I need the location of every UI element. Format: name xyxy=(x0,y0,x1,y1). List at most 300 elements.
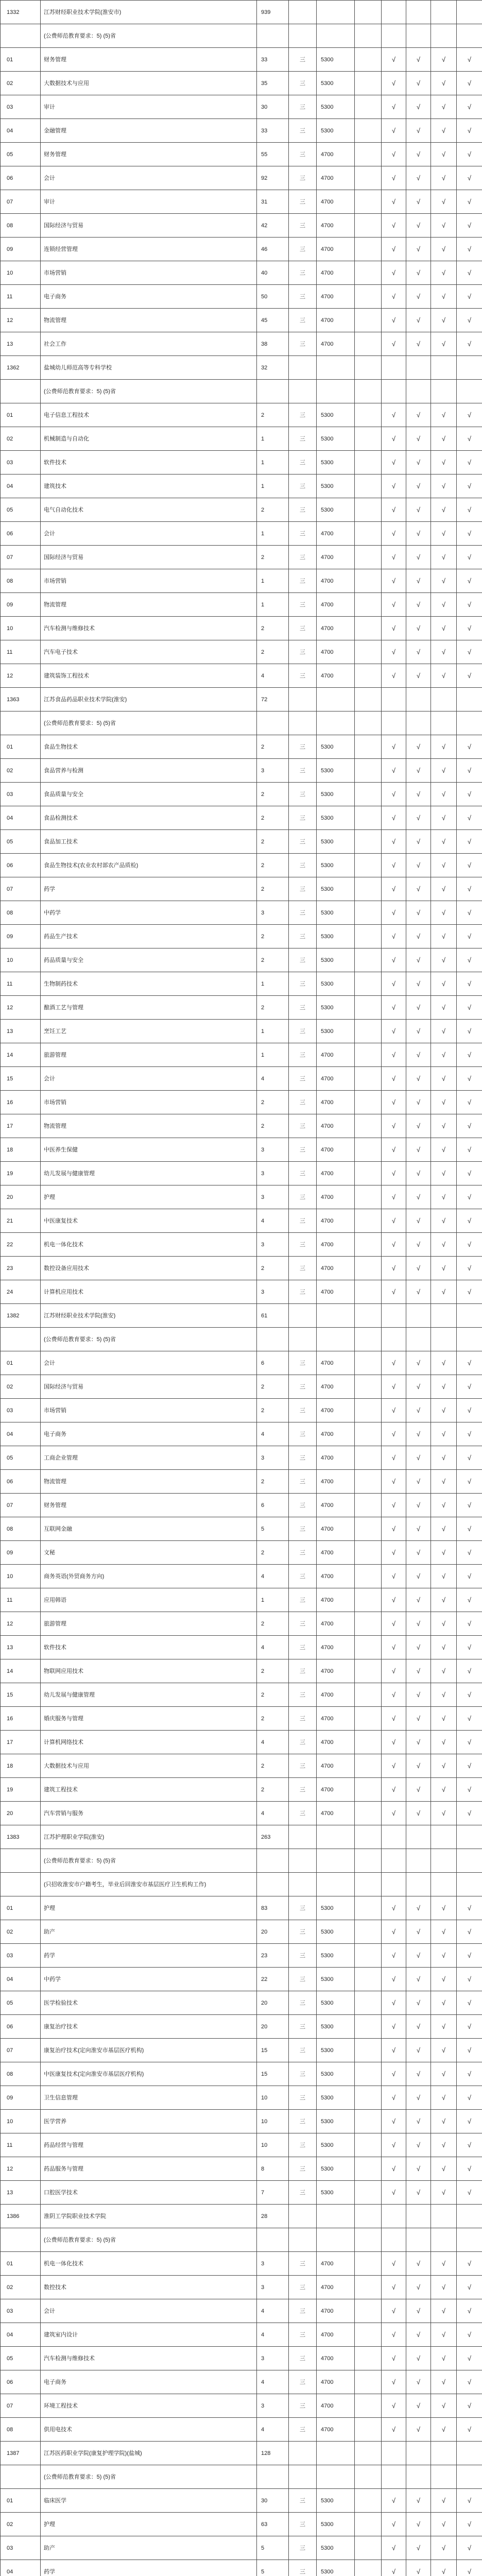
duration: 三 xyxy=(289,1588,317,1612)
table-row xyxy=(1,2015,482,2039)
flag-e: √ xyxy=(457,2181,482,2205)
empty-cell xyxy=(457,1304,482,1328)
plan-count: 6 xyxy=(257,1351,289,1375)
table-row xyxy=(1,1517,482,1541)
major-code: 01 xyxy=(1,48,41,72)
major-name: 互联网金融 xyxy=(41,1517,257,1541)
plan-count: 2 xyxy=(257,877,289,901)
empty-cell xyxy=(382,1,406,24)
flag-e: √ xyxy=(457,2489,482,2513)
empty-cell xyxy=(431,1,457,24)
table-row xyxy=(1,1162,482,1185)
duration: 三 xyxy=(289,830,317,854)
flag-c: √ xyxy=(406,854,431,877)
tuition: 5300 xyxy=(317,901,355,925)
plan-count: 4 xyxy=(257,2323,289,2347)
plan-count: 4 xyxy=(257,1565,289,1588)
table-row xyxy=(1,1185,482,1209)
major-code: 11 xyxy=(1,2133,41,2157)
empty-cell xyxy=(289,1825,317,1849)
flag-c: √ xyxy=(406,948,431,972)
flag-b: √ xyxy=(382,261,406,285)
flag-c: √ xyxy=(406,214,431,238)
flag-d: √ xyxy=(431,1920,457,1944)
flag-c: √ xyxy=(406,2323,431,2347)
tuition: 4700 xyxy=(317,617,355,640)
requirement-note xyxy=(41,2465,257,2489)
flag-c: √ xyxy=(406,1659,431,1683)
empty-cell xyxy=(257,24,289,48)
requirement-note xyxy=(41,380,257,403)
tuition: 5300 xyxy=(317,451,355,474)
major-name: 食品质量与安全 xyxy=(41,783,257,806)
flag-c: √ xyxy=(406,1114,431,1138)
flag-a xyxy=(355,664,382,688)
plan-count: 2 xyxy=(257,1778,289,1802)
major-name: 市场营销 xyxy=(41,569,257,593)
flag-b: √ xyxy=(382,2133,406,2157)
empty-cell xyxy=(317,380,355,403)
note-text: (公费师范教育要求：5) xyxy=(44,388,102,395)
duration: 三 xyxy=(289,1162,317,1185)
flag-e: √ xyxy=(457,2370,482,2394)
major-name: 护理 xyxy=(41,1896,257,1920)
tuition: 4700 xyxy=(317,569,355,593)
school-plan: 61 xyxy=(257,1304,289,1328)
flag-c: √ xyxy=(406,451,431,474)
major-name: 酿酒工艺与管理 xyxy=(41,996,257,1020)
empty-cell xyxy=(289,2228,317,2252)
major-code: 24 xyxy=(1,1280,41,1304)
flag-d: √ xyxy=(431,1185,457,1209)
flag-a xyxy=(355,972,382,996)
empty-cell xyxy=(1,711,41,735)
flag-c: √ xyxy=(406,972,431,996)
flag-e: √ xyxy=(457,901,482,925)
flag-c: √ xyxy=(406,2181,431,2205)
tuition: 5300 xyxy=(317,735,355,759)
school-row xyxy=(1,1,482,24)
major-name: 卫生信息管理 xyxy=(41,2086,257,2110)
flag-c: √ xyxy=(406,1280,431,1304)
empty-cell xyxy=(355,1,382,24)
major-code: 02 xyxy=(1,72,41,95)
table-row xyxy=(1,901,482,925)
plan-count: 6 xyxy=(257,1494,289,1517)
major-name: 物流管理 xyxy=(41,1470,257,1494)
table-body xyxy=(1,1,482,2576)
duration: 三 xyxy=(289,1944,317,1968)
table-row xyxy=(1,2157,482,2181)
flag-c: √ xyxy=(406,1754,431,1778)
flag-d: √ xyxy=(431,1778,457,1802)
plan-count: 2 xyxy=(257,1541,289,1565)
empty-cell xyxy=(431,1304,457,1328)
table-row xyxy=(1,2086,482,2110)
empty-cell xyxy=(406,1873,431,1896)
flag-b: √ xyxy=(382,617,406,640)
major-code: 04 xyxy=(1,119,41,143)
flag-e: √ xyxy=(457,95,482,119)
flag-e: √ xyxy=(457,498,482,522)
flag-e: √ xyxy=(457,214,482,238)
flag-b: √ xyxy=(382,332,406,356)
flag-a xyxy=(355,806,382,830)
empty-cell xyxy=(382,2442,406,2465)
flag-e: √ xyxy=(457,285,482,309)
major-code: 09 xyxy=(1,238,41,261)
duration: 三 xyxy=(289,593,317,617)
major-name: 建筑技术 xyxy=(41,474,257,498)
duration: 三 xyxy=(289,2347,317,2370)
empty-cell xyxy=(431,24,457,48)
flag-b: √ xyxy=(382,1494,406,1517)
flag-e: √ xyxy=(457,1185,482,1209)
flag-c: √ xyxy=(406,2157,431,2181)
flag-a xyxy=(355,2418,382,2442)
duration: 三 xyxy=(289,948,317,972)
table-row xyxy=(1,2133,482,2157)
empty-cell xyxy=(406,2465,431,2489)
tuition: 5300 xyxy=(317,1920,355,1944)
empty-cell xyxy=(317,1825,355,1849)
school-code: 1382 xyxy=(1,1304,41,1328)
flag-b: √ xyxy=(382,1707,406,1731)
empty-cell xyxy=(431,711,457,735)
tuition: 5300 xyxy=(317,2086,355,2110)
flag-c: √ xyxy=(406,332,431,356)
flag-d: √ xyxy=(431,1944,457,1968)
tuition: 5300 xyxy=(317,2157,355,2181)
plan-count: 23 xyxy=(257,1944,289,1968)
flag-b: √ xyxy=(382,2394,406,2418)
flag-e: √ xyxy=(457,1754,482,1778)
empty-cell xyxy=(355,356,382,380)
plan-count: 4 xyxy=(257,1802,289,1825)
empty-cell xyxy=(406,356,431,380)
duration: 三 xyxy=(289,261,317,285)
major-name: 药品经营与管理 xyxy=(41,2133,257,2157)
flag-e: √ xyxy=(457,735,482,759)
duration: 三 xyxy=(289,2489,317,2513)
flag-e: √ xyxy=(457,143,482,166)
duration: 三 xyxy=(289,2062,317,2086)
major-code: 19 xyxy=(1,1778,41,1802)
flag-e: √ xyxy=(457,664,482,688)
tuition: 5300 xyxy=(317,2181,355,2205)
school-plan: 28 xyxy=(257,2205,289,2228)
empty-cell xyxy=(1,1873,41,1896)
empty-cell xyxy=(406,1849,431,1873)
major-name: 临床医学 xyxy=(41,2489,257,2513)
flag-e: √ xyxy=(457,996,482,1020)
duration: 三 xyxy=(289,1375,317,1399)
duration: 三 xyxy=(289,1517,317,1541)
flag-e: √ xyxy=(457,1944,482,1968)
plan-count: 2 xyxy=(257,640,289,664)
flag-e: √ xyxy=(457,1162,482,1185)
flag-a xyxy=(355,2276,382,2299)
flag-e: √ xyxy=(457,2299,482,2323)
duration: 三 xyxy=(289,1683,317,1707)
flag-a xyxy=(355,1588,382,1612)
flag-b: √ xyxy=(382,1565,406,1588)
major-name: 建筑室内设计 xyxy=(41,2323,257,2347)
flag-b: √ xyxy=(382,522,406,546)
empty-cell xyxy=(457,24,482,48)
duration: 三 xyxy=(289,854,317,877)
major-name: 药学 xyxy=(41,877,257,901)
flag-b: √ xyxy=(382,2418,406,2442)
duration: 三 xyxy=(289,2157,317,2181)
table-row xyxy=(1,1470,482,1494)
flag-b: √ xyxy=(382,1067,406,1091)
major-code: 17 xyxy=(1,1731,41,1754)
tuition: 5300 xyxy=(317,877,355,901)
flag-e: √ xyxy=(457,1707,482,1731)
table-row xyxy=(1,830,482,854)
duration: 三 xyxy=(289,925,317,948)
table-row xyxy=(1,2062,482,2086)
flag-c: √ xyxy=(406,474,431,498)
requirement-note xyxy=(41,711,257,735)
flag-a xyxy=(355,948,382,972)
flag-b: √ xyxy=(382,2062,406,2086)
flag-d: √ xyxy=(431,2370,457,2394)
flag-d: √ xyxy=(431,1636,457,1659)
table-row xyxy=(1,1494,482,1517)
empty-cell xyxy=(257,1328,289,1351)
plan-count: 46 xyxy=(257,238,289,261)
flag-a xyxy=(355,2110,382,2133)
requirement-note xyxy=(41,24,257,48)
duration: 三 xyxy=(289,1659,317,1683)
major-name: 食品生物技术(农业农村部农产品质检) xyxy=(41,854,257,877)
major-name: 会计 xyxy=(41,1067,257,1091)
major-code: 04 xyxy=(1,474,41,498)
flag-e: √ xyxy=(457,1731,482,1754)
plan-count: 4 xyxy=(257,664,289,688)
table-row xyxy=(1,95,482,119)
flag-b: √ xyxy=(382,95,406,119)
tuition: 4700 xyxy=(317,2370,355,2394)
major-code: 15 xyxy=(1,1067,41,1091)
flag-b: √ xyxy=(382,569,406,593)
flag-a xyxy=(355,854,382,877)
major-name: 药品生产技术 xyxy=(41,925,257,948)
plan-count: 5 xyxy=(257,2536,289,2560)
plan-count: 4 xyxy=(257,1636,289,1659)
major-name: 机电一体化技术 xyxy=(41,1233,257,1257)
table-row xyxy=(1,569,482,593)
tuition: 5300 xyxy=(317,1020,355,1043)
flag-d: √ xyxy=(431,2110,457,2133)
flag-e: √ xyxy=(457,1920,482,1944)
flag-c: √ xyxy=(406,1138,431,1162)
school-code: 1332 xyxy=(1,1,41,24)
flag-c: √ xyxy=(406,1517,431,1541)
flag-a xyxy=(355,1351,382,1375)
note-suffix: (5)省 xyxy=(103,2236,116,2243)
major-code: 02 xyxy=(1,2513,41,2536)
empty-cell xyxy=(289,1304,317,1328)
flag-c: √ xyxy=(406,190,431,214)
flag-d: √ xyxy=(431,166,457,190)
table-row xyxy=(1,1707,482,1731)
plan-count: 1 xyxy=(257,1020,289,1043)
flag-b: √ xyxy=(382,1470,406,1494)
duration: 三 xyxy=(289,427,317,451)
flag-d: √ xyxy=(431,546,457,569)
major-name: 文秘 xyxy=(41,1541,257,1565)
plan-count: 3 xyxy=(257,1185,289,1209)
plan-count: 5 xyxy=(257,2560,289,2576)
empty-cell xyxy=(382,1304,406,1328)
plan-count: 33 xyxy=(257,48,289,72)
major-name: 汽车检测与维修技术 xyxy=(41,2347,257,2370)
flag-d: √ xyxy=(431,854,457,877)
major-name: 康复治疗技术 xyxy=(41,2015,257,2039)
flag-d: √ xyxy=(431,1707,457,1731)
empty-cell xyxy=(317,1849,355,1873)
flag-c: √ xyxy=(406,2110,431,2133)
flag-d: √ xyxy=(431,119,457,143)
major-code: 08 xyxy=(1,569,41,593)
plan-count: 10 xyxy=(257,2086,289,2110)
empty-cell xyxy=(289,356,317,380)
flag-c: √ xyxy=(406,403,431,427)
flag-e: √ xyxy=(457,925,482,948)
flag-a xyxy=(355,617,382,640)
table-row xyxy=(1,546,482,569)
major-code: 05 xyxy=(1,498,41,522)
empty-cell xyxy=(317,2465,355,2489)
plan-count: 1 xyxy=(257,451,289,474)
empty-cell xyxy=(382,2228,406,2252)
plan-count: 4 xyxy=(257,2370,289,2394)
flag-d: √ xyxy=(431,332,457,356)
major-name: 食品加工技术 xyxy=(41,830,257,854)
flag-d: √ xyxy=(431,783,457,806)
table-row xyxy=(1,427,482,451)
major-code: 05 xyxy=(1,2347,41,2370)
tuition: 4700 xyxy=(317,1185,355,1209)
flag-e: √ xyxy=(457,2062,482,2086)
flag-c: √ xyxy=(406,735,431,759)
major-code: 10 xyxy=(1,1565,41,1588)
major-name: 助产 xyxy=(41,1920,257,1944)
note-text: (公费师范教育要求：5) xyxy=(44,720,102,726)
tuition: 4700 xyxy=(317,1280,355,1304)
plan-count: 2 xyxy=(257,546,289,569)
duration: 三 xyxy=(289,2418,317,2442)
flag-c: √ xyxy=(406,783,431,806)
empty-cell xyxy=(382,24,406,48)
plan-count: 3 xyxy=(257,1138,289,1162)
major-code: 15 xyxy=(1,1683,41,1707)
major-name: 电子信息工程技术 xyxy=(41,403,257,427)
flag-b: √ xyxy=(382,238,406,261)
flag-d: √ xyxy=(431,1446,457,1470)
flag-e: √ xyxy=(457,2560,482,2576)
tuition: 4700 xyxy=(317,1257,355,1280)
flag-d: √ xyxy=(431,1683,457,1707)
duration: 三 xyxy=(289,569,317,593)
plan-count: 10 xyxy=(257,2133,289,2157)
major-name: 食品生物技术 xyxy=(41,735,257,759)
flag-b: √ xyxy=(382,996,406,1020)
flag-a xyxy=(355,877,382,901)
duration: 三 xyxy=(289,143,317,166)
flag-d: √ xyxy=(431,1375,457,1399)
flag-c: √ xyxy=(406,1707,431,1731)
flag-c: √ xyxy=(406,2299,431,2323)
empty-cell xyxy=(355,2465,382,2489)
tuition: 4700 xyxy=(317,1754,355,1778)
flag-d: √ xyxy=(431,1162,457,1185)
tuition: 4700 xyxy=(317,664,355,688)
major-code: 04 xyxy=(1,1422,41,1446)
empty-cell xyxy=(289,1328,317,1351)
flag-d: √ xyxy=(431,593,457,617)
empty-cell xyxy=(355,24,382,48)
empty-cell xyxy=(317,24,355,48)
table-row xyxy=(1,1257,482,1280)
flag-e: √ xyxy=(457,1612,482,1636)
table-row xyxy=(1,2394,482,2418)
flag-e: √ xyxy=(457,1138,482,1162)
school-plan: 32 xyxy=(257,356,289,380)
major-code: 06 xyxy=(1,522,41,546)
flag-e: √ xyxy=(457,1399,482,1422)
flag-d: √ xyxy=(431,1209,457,1233)
table-row xyxy=(1,1541,482,1565)
flag-b: √ xyxy=(382,427,406,451)
flag-e: √ xyxy=(457,1802,482,1825)
table-row xyxy=(1,1114,482,1138)
major-code: 16 xyxy=(1,1091,41,1114)
tuition: 5300 xyxy=(317,403,355,427)
flag-c: √ xyxy=(406,1991,431,2015)
major-code: 03 xyxy=(1,95,41,119)
flag-b: √ xyxy=(382,2513,406,2536)
flag-c: √ xyxy=(406,1233,431,1257)
flag-c: √ xyxy=(406,806,431,830)
plan-count: 3 xyxy=(257,2394,289,2418)
major-code: 02 xyxy=(1,2276,41,2299)
table-row xyxy=(1,759,482,783)
table-row xyxy=(1,119,482,143)
flag-a xyxy=(355,2347,382,2370)
empty-cell xyxy=(289,380,317,403)
plan-count: 4 xyxy=(257,2418,289,2442)
table-row xyxy=(1,617,482,640)
duration: 三 xyxy=(289,474,317,498)
table-row xyxy=(1,2323,482,2347)
duration: 三 xyxy=(289,1351,317,1375)
flag-a xyxy=(355,2062,382,2086)
table-row xyxy=(1,996,482,1020)
flag-b: √ xyxy=(382,1944,406,1968)
major-name: 旅游管理 xyxy=(41,1612,257,1636)
plan-count: 3 xyxy=(257,1446,289,1470)
plan-count: 1 xyxy=(257,474,289,498)
empty-cell xyxy=(406,1,431,24)
flag-a xyxy=(355,1399,382,1422)
flag-c: √ xyxy=(406,1399,431,1422)
tuition: 5300 xyxy=(317,830,355,854)
empty-cell xyxy=(257,1873,289,1896)
